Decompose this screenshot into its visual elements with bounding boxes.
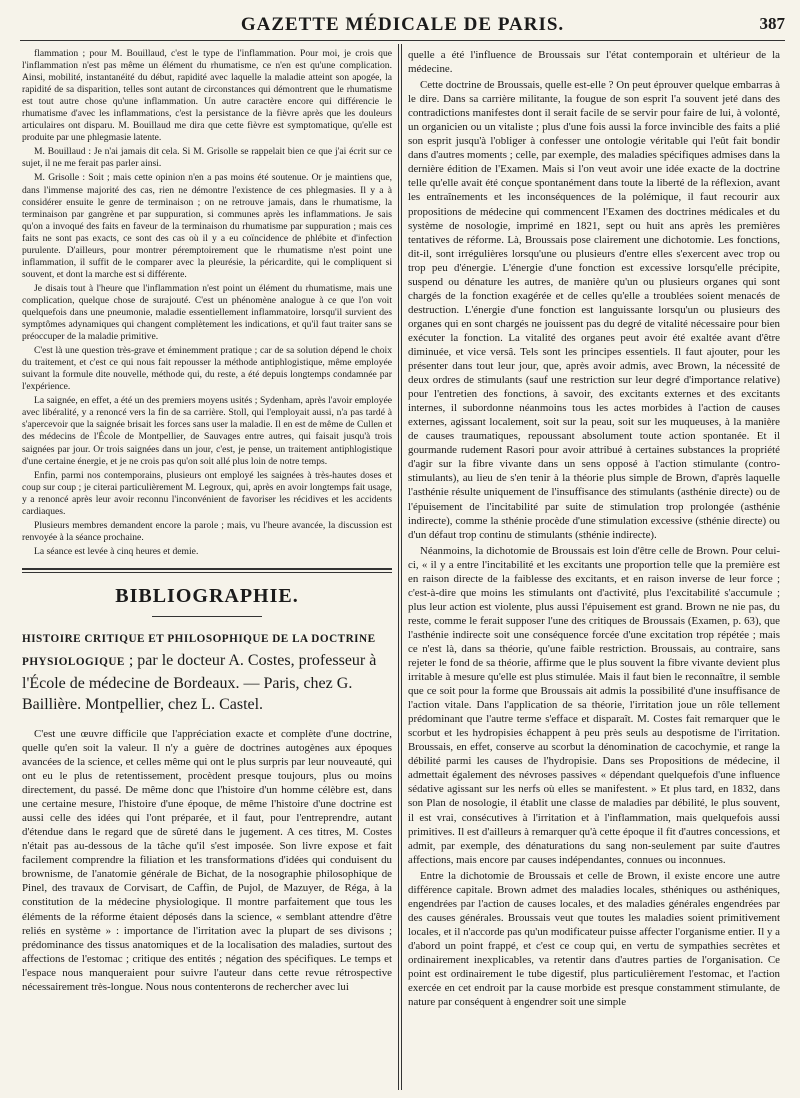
column-divider-inner <box>401 44 402 1090</box>
left-column <box>22 48 392 1088</box>
paragraph: Enfin, parmi nos contemporains, plusieurs ont employé les saignées à très-hautes doses et coup sur coup ; je citerai particulièrement M. Legroux, qui, après en avoir longtemps fait usage, y a renoncé après leur avoir reconnu l'inconvénient de favoriser les récidives et les accidents cardiaques. <box>22 469 392 517</box>
section-rule <box>22 568 392 573</box>
page-header <box>20 12 785 40</box>
review-body <box>22 727 392 994</box>
journal-title: GAZETTE MÉDICALE DE PARIS. <box>240 14 565 35</box>
column-divider <box>398 44 399 1090</box>
paragraph: Plusieurs membres demandent encore la parole ; mais, vu l'heure avancée, la discussion est renvoyée à la séance prochaine. <box>22 519 392 543</box>
paragraph: quelle a été l'influence de Broussais sur l'état contemporain et ultérieur de la médecine. <box>408 49 780 76</box>
paragraph: M. Grisolle : Soit ; mais cette opinion n'en a pas moins été soutenue. Or je maintiens que, dans l'immense majorité des cas, rien ne démontre l'existence de ces phlegmasies. Il y a à considérer ensuite le genre de terminaison ; on ne retrouve jamais, dans le rhumatisme, la terminaison par gangrène et par suppuration, si communes après les inflammations. Je sais qu'on a invoqué des faits en faveur de la terminaison du rhumatisme par suppuration ; mais ces faits ne sont pas exacts, ce sont des cas où il y a eu coïncidence de phlébite et d'infection purulente. D'ailleurs, pour montrer péremptoirement que le rhumatisme n'est point une inflammation, il suffit de le comparer avec la pleurésie, la péricardite, qui le compliquent si souvent, et dont la marche est si différente. <box>22 172 392 280</box>
header-rule <box>20 40 785 41</box>
paragraph: Entre la dichotomie de Broussais et celle de Brown, il existe encore une autre différence capitale. Brown admet des maladies locales, sthéniques ou asthéniques, engendrées par l'action de causes locales, et des maladies générales engendrées par des causes générales. Broussais veut que toutes les maladies soient primitivement locales, et il n'accorde pas qu'un modificateur puisse affecter l'organisme entier. Il y a d'abord un point frappé, et c'est ce coup qui, en vertu de sympathies secrètes et ordinairement inexplicables, va retentir dans d'autres parties de l'organisation. Ce point est ordinairement le tube digestif, plus particulièrement l'estomac, et l'action exercée en cet endroit par la cause morbide est presque constamment stimulante, de nature par conséquent à engendrer soit une simple <box>408 869 780 1009</box>
paragraph: La saignée, en effet, a été un des premiers moyens usités ; Sydenham, après l'avoir employée avec libéralité, y a renoncé vers la fin de sa carrière. Stoll, qui l'employait aussi, n'a pas tardé à s'apercevoir que la saignée brisait les forces sans user la maladie. Il en est de même de Cullen et des médecins de l'École de Montpellier, de Sauvages entre autres, qui faisait jusqu'à trois saignées par jour. Or trois saignées dans un jour, c'est, je pense, un traitement antiphlogistique d'une certaine énergie, et je ne crois pas qu'on soit allé plus loin de notre temps. <box>22 395 392 467</box>
closing-line: La séance est levée à cinq heures et demie. <box>34 545 199 557</box>
book-title-caps: HISTOIRE CRITIQUE ET PHILOSOPHIQUE DE LA DOCTRINE PHYSIOLOGIQUE <box>22 632 376 668</box>
session-report <box>22 48 392 558</box>
paragraph: flammation ; pour M. Bouillaud, c'est le type de l'inflammation. Pour moi, je crois que l'inflammation n'est pas même un élément du rhumatisme, ce n'en est qu'une complication. Ainsi, mobilité, instantanéité du début, rapidité avec laquelle la maladie atteint son apogée, la rapidité de sa disparition, telles sont autant de circonstances qui démontrent que le rhumatisme est tout autre chose qu'une inflammation. Un autre caractère encore qui différencie le rhumatisme d'avec les inflammations, c'est la persistance de la fièvre après que les douleurs articulaires ont disparu. M. Bouillaud me dira que cette fièvre est symptomatique, qu'elle est produite par une phlegmasie latente. <box>22 48 392 144</box>
title-underline <box>152 616 262 617</box>
paragraph: Néanmoins, la dichotomie de Broussais est loin d'être celle de Brown. Pour celui-ci, « il y a entre l'incitabilité et les excitants une proportion telle que la première est en raison directe de la faiblesse des excitants, et en raison inverse de leur force ; c'est-à-dire que moins les stimulants ont d'activité, plus l'excitabilité s'accumule ; plus leur action est violente, plus aussi l'épuisement est grand. Brown ne nie pas, du reste, comme le ferait supposer l'une des critiques de Broussais (Examen, p. 63), que l'asthénie indirecte soit une conséquence forcée d'une excitation trop répétée ; mais ce n'est là, dans sa théorie, qu'une faible restriction. Broussais, au contraire, sans rejeter le fond de sa théorie, affirme que le plus souvent la fibre vivante devient plus irritable à mesure qu'elle est plus stimulée. Mais il faut bien le reconnaître, il semble que ce soit pour la forme que Broussais ait admis la possibilité d'une insuffisance de l'action vitale. Dans l'application de sa théorie, l'irritation joue un rôle tellement prédominant que l'autre terme s'efface et disparaît. M. Costes fait remarquer que le scorbut et les hydropisies échappent à peu près seuls au despotisme de l'irritation. Broussais, en effet, conserve au scorbut la dénomination de cacochymie, et range la débilité parmi les causes de l'hydropisie. Dans ses Propositions de médecine, il admettait également des névroses passives « dépendant quelquefois d'une influence sédative agissant sur les nerfs où elles se manifestent. » Et plus tard, en 1832, dans son Plan de nosologie, il établit une classe de maladies par débilité, le plus souvent, il est vrai, consécutives à l'irritation et à l'inflammation, mais quelquefois aussi primitives. Il est d'ailleurs à remarquer qu'à cette époque il fit d'autres concessions, et admit, par exemple, des dénaturations du sang non-seulement par suite d'autres affections, mais encore par causes indépendantes, connues ou inconnues. <box>408 544 780 866</box>
book-title-rest: ; par le docteur A. Costes, professeur à l'École de médecine de Bordeaux. — Paris, chez G. Baillière. Montpellier, chez L. Castel. <box>22 651 377 713</box>
review-continued <box>408 48 780 1009</box>
book-reference <box>22 627 392 715</box>
paragraph: Cette doctrine de Broussais, quelle est-elle ? On peut éprouver quelque embarras à le dire. Dans sa carrière militante, la fougue de son esprit l'a souvent jeté dans des contradictions manifestes dont il serait facile de se servir pour faire de lui, à volonté, un organicien ou un vitaliste ; plus d'une fois aussi la force invincible des faits a plié son esprit jusqu'à l'obliger à confesser une ontologie véritable qui l'eût fait bondir dans d'autres moments ; celle, par exemple, des maladies spécifiques admises dans la dernière édition de l'Examen. Mais si l'on veut avoir une idée exacte de la doctrine telle qu'elle avait été conçue spontanément dans toute la liberté de la réflexion, avant les entraînements et les inconséquences de la polémique, il faut recourir aux propositions de médecine qui commencent l'Examen des doctrines médicales et du système de nosologie, imprimé en 1821, sept ou huit ans après les premières tentatives de réforme. Là, Broussais pose clairement une dichotomie. Les fonctions, dit-il, sont irrégulières lorsqu'une ou plusieurs d'entre elles s'exercent avec trop ou trop peu d'énergie. L'énergie d'une fonction est excessive lorsqu'elle précipite, suspend ou dénature les autres, de manière qu'un ou plusieurs organes qui sont chargés de la fonction exagérée et de celles qu'elle a troublées soient menacés de destruction. L'énergie d'une fonction est languissante lorsqu'un ou plusieurs des organes qui en sont chargés ne jouissent pas du degré de vitalité nécessaire pour bien exécuter la fonction. La vitalité des organes peut avoir été exaltée avant d'être diminuée, et vice versâ. Tels sont les principes essentiels. Il faut ajouter, pour les présenter dans tout leur jour, que, après avoir admis, avec Brown, la nécessité de deux ordres de stimulants (sauf une restriction sur leur degré d'importance relative) pour l'entretien des fonctions, à savoir, des excitants externes et des excitants internes, il subordonne néanmoins tous les actes morbides à l'action de causes externes, agissant localement, soit sur la peau, soit sur les muqueuses, à la manière de causes traumatiques, repoussant absolument toute action spontanée. Et il gourmande rudement Rasori pour avoir attribué à certaines substances la propriété d'agir sur la fibre vivante dans un sens opposé à l'action stimulante (contro-stimulants), au lieu de s'en tenir à la théorie plus simple de Brown, d'après laquelle l'asthénie résulte uniquement de l'insuffisance des stimulants (asthénie directe) ou de l'épuisement de l'incitabilité par suite de stimulation trop prolongée (asthénie indirecte), comme la sthénie procède d'une stimulation excessive (sthénie directe) ou d'un défaut trop continu de stimulants (sthénie indirecte). <box>408 79 780 541</box>
right-column <box>408 48 780 1088</box>
page-number: 387 <box>759 14 785 33</box>
section-title: BIBLIOGRAPHIE. <box>115 584 299 607</box>
paragraph: C'est là une question très-grave et éminemment pratique ; car de sa solution dépend le choix du traitement, et c'est ce qui nous fait repousser la méthode antiphlogistique, même employée suivant la formule dite nouvelle, méthode qui, du reste, a été depuis longtemps condamnée par l'expérience. <box>22 345 392 393</box>
paragraph: M. Bouillaud : Je n'ai jamais dit cela. Si M. Grisolle se rappelait bien ce que j'ai écrit sur ce sujet, il ne me ferait pas parler ainsi. <box>22 146 392 170</box>
paragraph: C'est une œuvre difficile que l'appréciation exacte et complète d'une doctrine, quelle qu'en soit la valeur. Il n'y a guère de doctrines autogènes aux époques avancées de la science, et celles même qui ont le plus surpris par leur nouveauté, qui ont eu le plus de retentissement, procèdent presque toujours, plus ou moins directement, du passé. De même donc que l'histoire d'un homme célèbre est, dans une certaine mesure, l'histoire d'une époque, de même l'histoire d'une doctrine est aussi celle des idées qui l'ont préparée, et il faut, pour l'entreprendre, autant d'étendue dans le regard que de sûreté dans le jugement. A ces titres, M. Costes n'était pas au-dessous de la tâche qu'il s'est imposée. Son livre expose et fait facilement comprendre la filiation et les transformations d'idées qui conduisent du brownisme, de l'anatomie générale de Bichat, de la nosographie philosophique de Pinel, des travaux de Corvisart, de Caffin, de Pujol, de Mazuyer, de Réga, à la constitution de la médecine physiologique. Il montre parfaitement que tous les éléments de la réforme étaient déposés dans la science, « semblant attendre d'être reliés en système » : importance de l'irritation avec la plupart de ses divisons ; prédominance des tissus anatomiques et de la localisation des maladies, surtout des affections de l'estomac ; critique des entités ; négation des spécifiques. Le temps et l'espace nous manqueraient pour suivre l'auteur dans cette revue rétrospective nécessairement très-longue. Nous nous contenterons de rechercher avec lui <box>22 727 392 993</box>
paragraph: Je disais tout à l'heure que l'inflammation n'est point un élément du rhumatisme, mais une complication, quelque chose de surajouté. C'est un phénomène analogue à ce que l'on voit quelquefois dans une pneumonie, maladie essentiellement inflammatoire, lorsqu'il survient des symptômes adynamiques qui changent complètement les indications, et qu'il faut traiter sans se préoccuper de la maladie primitive. <box>22 282 392 343</box>
